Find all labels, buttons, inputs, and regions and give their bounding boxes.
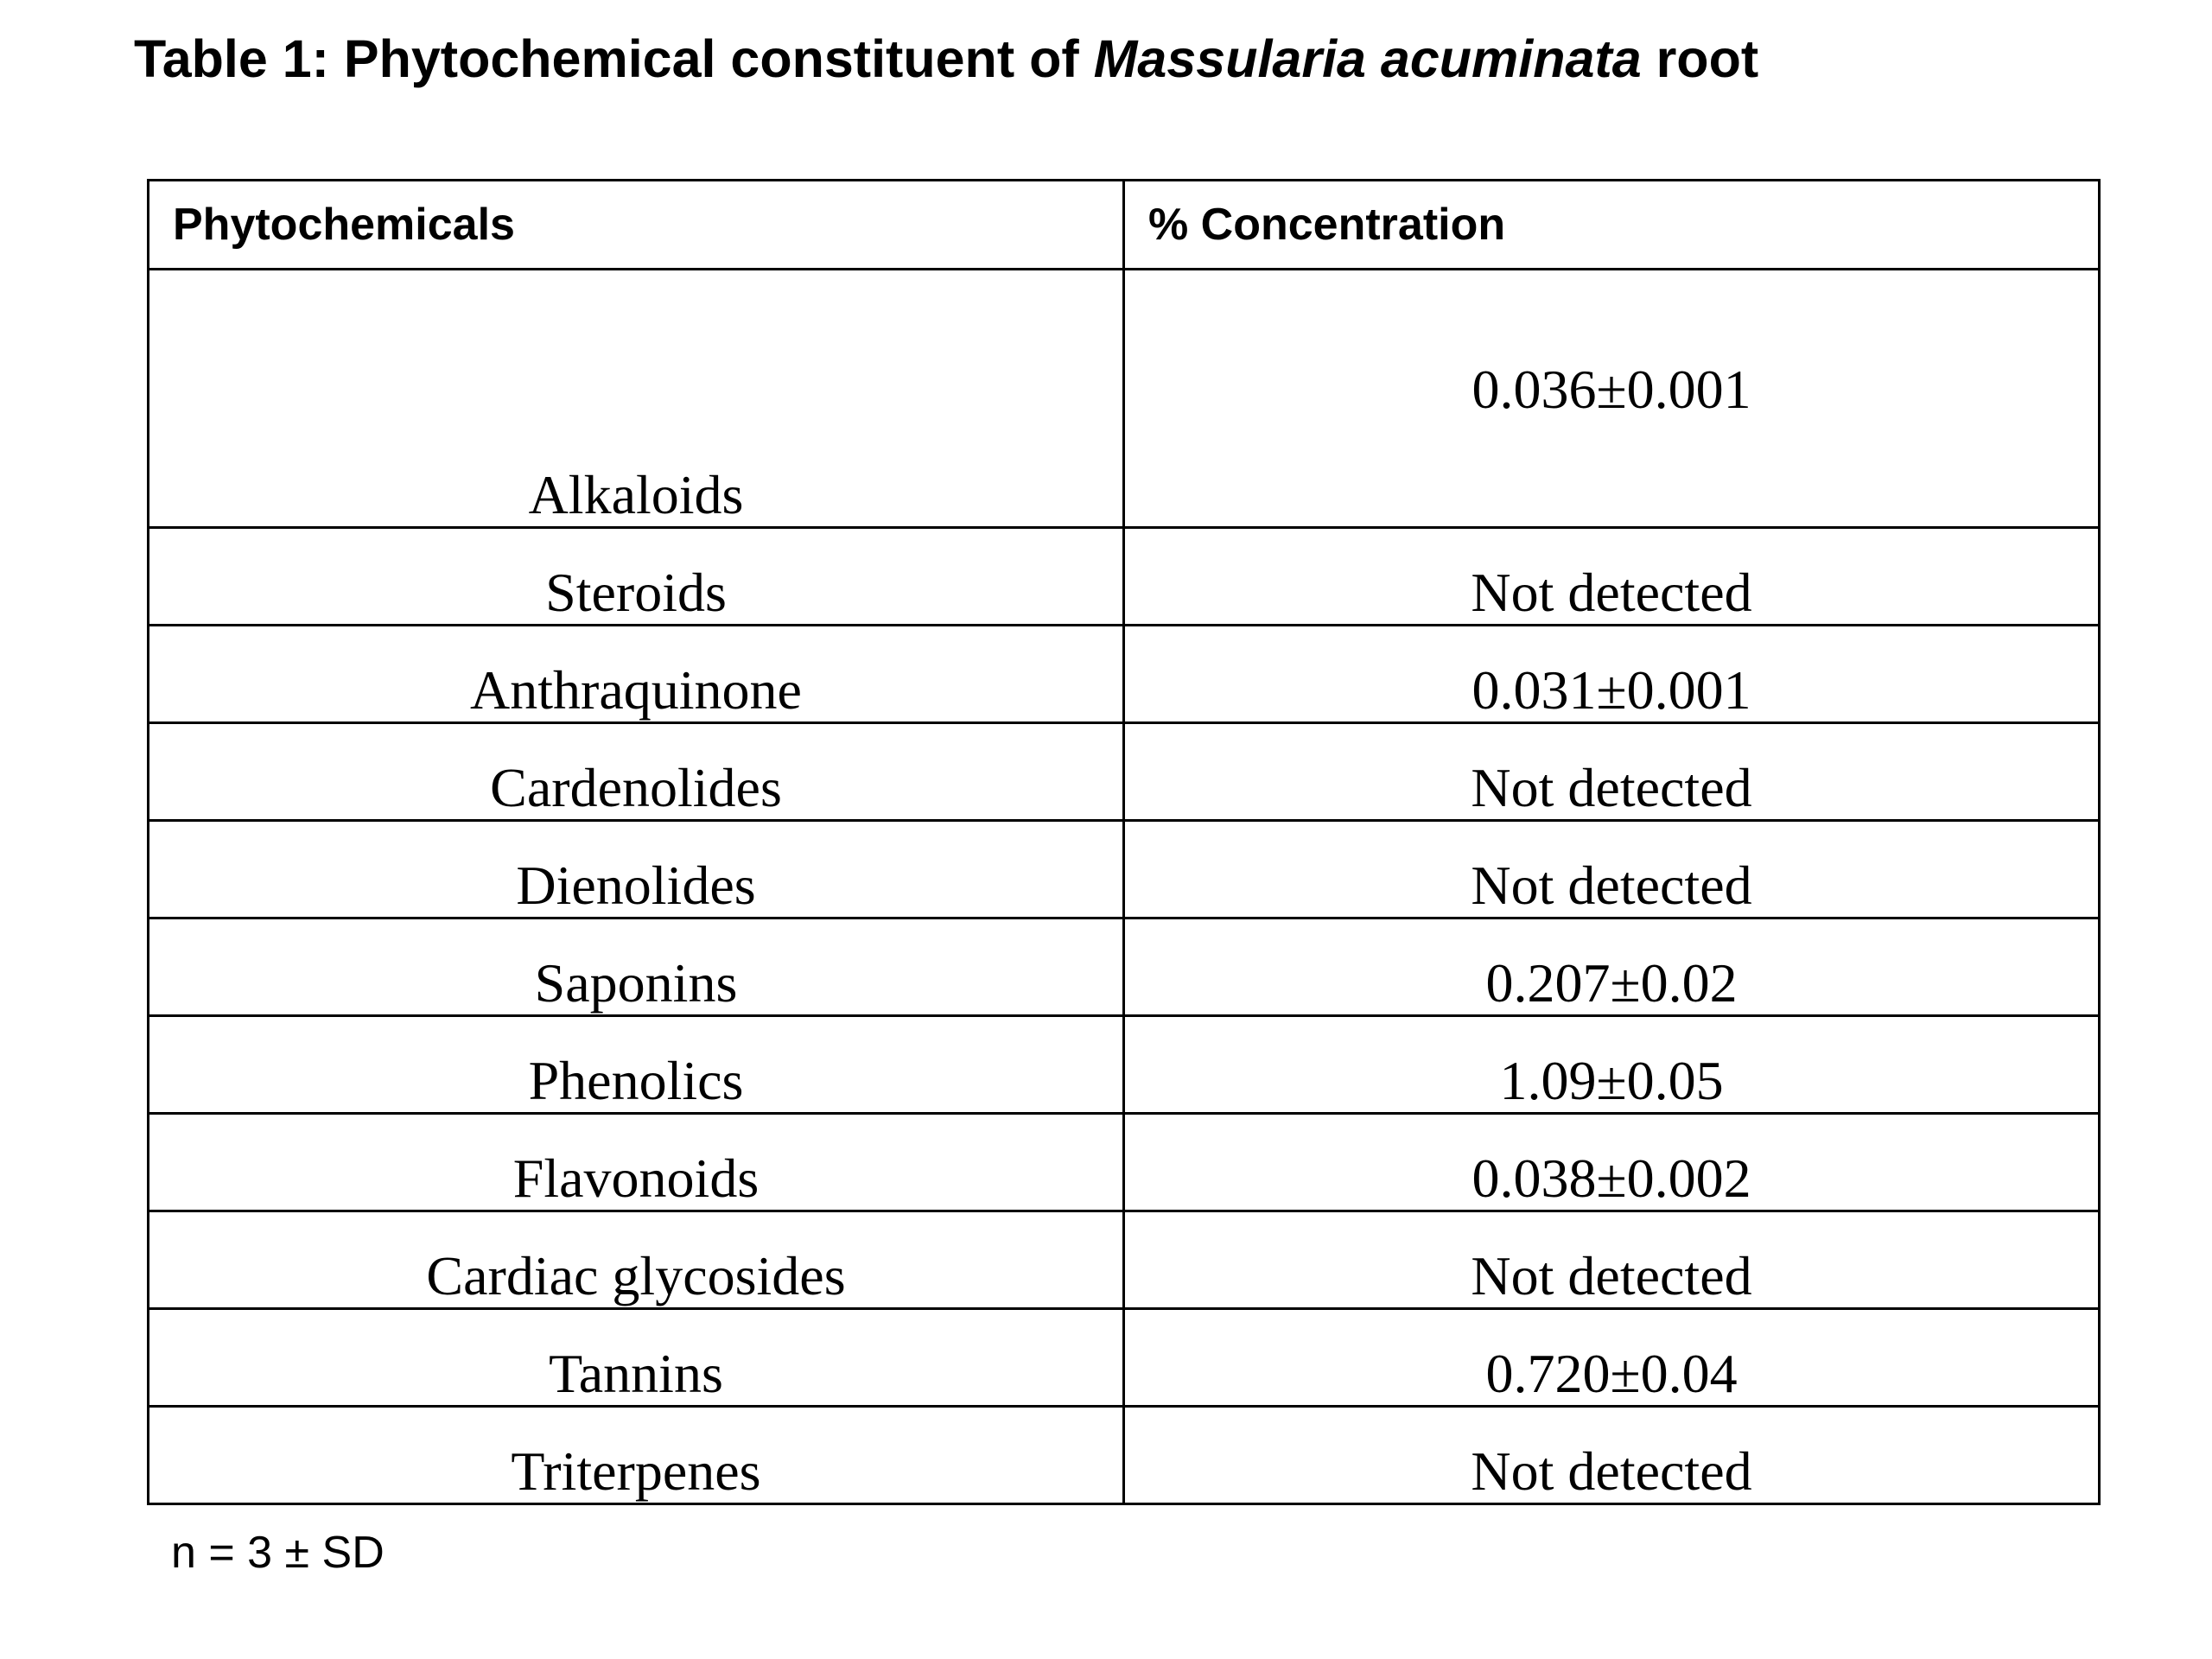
concentration-value: 0.207±0.02	[1124, 918, 2100, 1016]
phytochemical-name: Cardenolides	[149, 723, 1124, 821]
header-phytochemicals: Phytochemicals	[149, 181, 1124, 270]
title-prefix: Table 1: Phytochemical constituent of	[134, 29, 1094, 88]
phytochemical-name: Tannins	[149, 1309, 1124, 1407]
table-footnote: n = 3 ± SD	[171, 1528, 385, 1578]
table-row	[149, 1309, 2100, 1407]
concentration-value: Not detected	[1124, 821, 2100, 918]
phytochemical-name: Steroids	[149, 528, 1124, 626]
title-species: Massularia acuminata	[1093, 29, 1642, 88]
table-row	[149, 1016, 2100, 1114]
concentration-value: 1.09±0.05	[1124, 1016, 2100, 1114]
table-row	[149, 626, 2100, 723]
phytochemical-name: Triterpenes	[149, 1407, 1124, 1504]
phytochemical-name: Dienolides	[149, 821, 1124, 918]
table-row	[149, 270, 2100, 528]
phytochemical-name: Cardiac glycosides	[149, 1211, 1124, 1309]
concentration-value: Not detected	[1124, 528, 2100, 626]
phytochemical-name: Anthraquinone	[149, 626, 1124, 723]
phytochemical-name: Flavonoids	[149, 1114, 1124, 1211]
concentration-value: 0.038±0.002	[1124, 1114, 2100, 1211]
concentration-value: Not detected	[1124, 1407, 2100, 1504]
phytochemical-table	[147, 179, 2101, 1505]
table-row	[149, 1114, 2100, 1211]
concentration-value: 0.031±0.001	[1124, 626, 2100, 723]
table-row	[149, 1407, 2100, 1504]
phytochemical-name: Saponins	[149, 918, 1124, 1016]
header-row	[149, 181, 2100, 270]
table-row	[149, 723, 2100, 821]
title-suffix: root	[1641, 29, 1759, 88]
phytochemical-name: Alkaloids	[149, 270, 1124, 528]
concentration-value: Not detected	[1124, 1211, 2100, 1309]
concentration-value: 0.720±0.04	[1124, 1309, 2100, 1407]
table-row	[149, 821, 2100, 918]
table-title	[134, 24, 1758, 93]
table-row	[149, 528, 2100, 626]
table-row	[149, 1211, 2100, 1309]
phytochemical-name: Phenolics	[149, 1016, 1124, 1114]
concentration-value: Not detected	[1124, 723, 2100, 821]
concentration-value: 0.036±0.001	[1124, 270, 2100, 528]
header-concentration: % Concentration	[1124, 181, 2100, 270]
table-row	[149, 918, 2100, 1016]
